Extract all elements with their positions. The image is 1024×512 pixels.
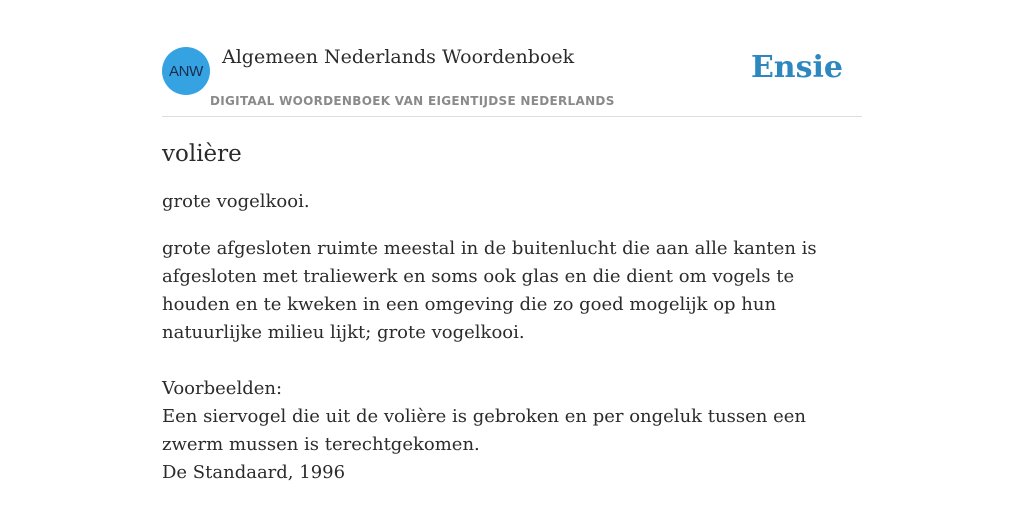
dictionary-header [162,40,862,117]
anw-logo[interactable] [162,47,210,95]
dictionary-subtitle: DIGITAAL WOORDENBOEK VAN EIGENTIJDSE NEDERLANDS [210,94,615,108]
example-sentence: Een siervogel die uit de volière is gebroken en per ongeluk tussen een zwerm mussen is terechtgekomen. [162,406,806,455]
dictionary-entry [162,136,862,487]
examples-section [162,375,862,487]
example-source: De Standaard, 1996 [162,462,346,483]
entry-headword: volière [162,141,242,167]
short-definition: grote vogelkooi. [162,191,310,212]
ensie-brand-link[interactable]: Ensie [750,50,843,85]
examples-label: Voorbeelden: [162,378,283,399]
anw-logo-text: ANW [168,62,204,80]
dictionary-title[interactable]: Algemeen Nederlands Woordenboek [222,46,575,68]
long-definition: grote afgesloten ruimte meestal in de buitenlucht die aan alle kanten is afgesloten met traliewerk en soms ook glas en die dient om vogels te houden en te kweken in een omgeving die zo goed mogelijk op hun natuurlijke milieu lijkt; grote vogelkooi. [162,238,817,343]
